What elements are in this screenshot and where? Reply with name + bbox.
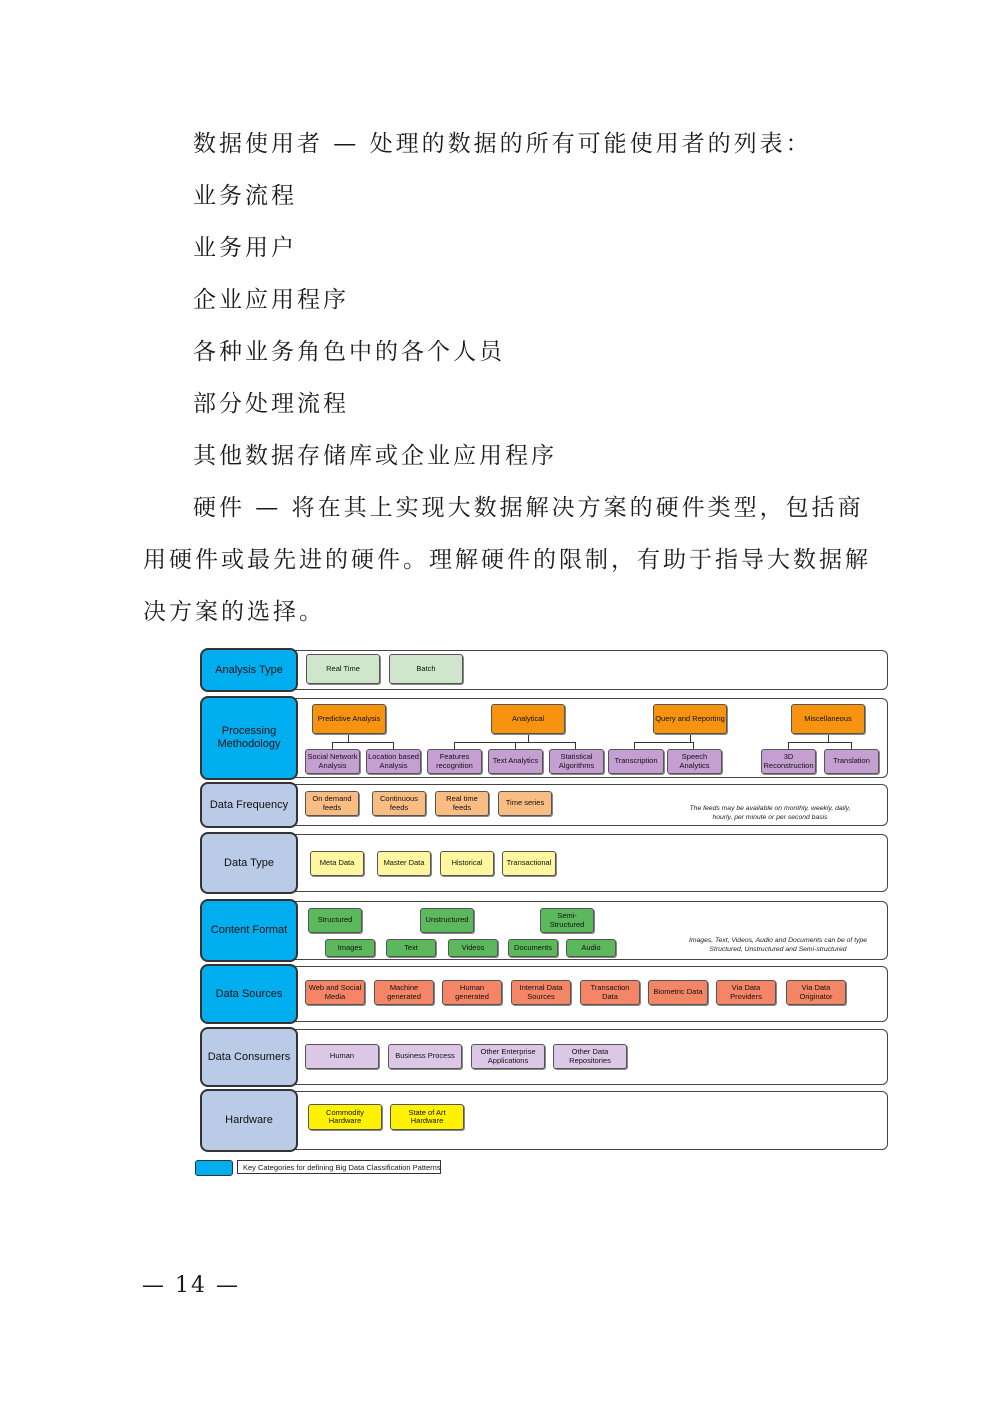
box-machine-generated: Machine generated: [374, 980, 434, 1005]
row-data-type: [200, 832, 888, 894]
category-data-sources: Data Sources: [200, 964, 298, 1024]
list-item: 业务流程: [193, 183, 297, 209]
item-transcription: Transcription: [608, 749, 664, 774]
box-time-series: Time series: [498, 791, 552, 816]
box-business-process: Business Process: [388, 1044, 462, 1069]
box-meta-data: Meta Data: [310, 851, 364, 876]
paragraph-hardware-cont: 用硬件或最先进的硬件。理解硬件的限制，有助于指导大数据解: [143, 547, 871, 573]
row-processing-methodology: [200, 696, 888, 780]
category-hardware: Hardware: [200, 1089, 298, 1152]
item-location-based-analysis: Location based Analysis: [366, 749, 421, 774]
list-item: 其他数据存储库或企业应用程序: [193, 443, 557, 469]
item-speech-analytics: Speech Analytics: [667, 749, 722, 774]
box-real-time: Real Time: [306, 654, 380, 684]
box-via-data-providers: Via Data Providers: [716, 980, 776, 1005]
box-batch: Batch: [389, 654, 463, 684]
row-hardware: [200, 1089, 888, 1152]
category-content-format: Content Format: [200, 899, 298, 962]
list-item: 业务用户: [193, 235, 297, 261]
group-miscellaneous: Miscellaneous: [791, 704, 865, 734]
item-text-analytics: Text Analytics: [488, 749, 543, 774]
box-transactional: Transactional: [502, 851, 556, 876]
box-videos: Videos: [448, 939, 498, 957]
category-data-frequency: Data Frequency: [200, 782, 298, 828]
box-human: Human: [305, 1044, 379, 1069]
box-unstructured: Unstructured: [420, 908, 474, 933]
paragraph-hardware: 硬件 — 将在其上实现大数据解决方案的硬件类型，包括商: [193, 495, 864, 521]
item-translation: Translation: [824, 749, 879, 774]
box-continuous-feeds: Continuous feeds: [372, 791, 426, 816]
item-features-recognition: Features recognition: [427, 749, 482, 774]
box-commodity-hardware: Commodity Hardware: [308, 1104, 382, 1130]
category-analysis-type: Analysis Type: [200, 648, 298, 692]
box-biometric-data: Biometric Data: [648, 980, 708, 1005]
box-human-generated: Human generated: [442, 980, 502, 1005]
content-format-note: Images, Text, Videos, Audio and Documents can be of type Structured, Unstructured and Semi-structured: [688, 937, 868, 953]
box-transaction-data: Transaction Data: [580, 980, 640, 1005]
box-images: Images: [325, 939, 375, 957]
row-content-format: [200, 899, 888, 962]
box-other-data-repositories: Other Data Repositories: [553, 1044, 627, 1069]
box-master-data: Master Data: [377, 851, 431, 876]
box-internal-data-sources: Internal Data Sources: [511, 980, 571, 1005]
paragraph-data-consumers: 数据使用者 — 处理的数据的所有可能使用者的列表：: [193, 131, 812, 157]
item-3d-reconstruction: 3D Reconstruction: [761, 749, 816, 774]
box-on-demand-feeds: On demand feeds: [305, 791, 359, 816]
list-item: 企业应用程序: [193, 287, 349, 313]
item-statistical-algorithms: Statistical Algorithms: [549, 749, 604, 774]
item-social-network-analysis: Social Network Analysis: [305, 749, 360, 774]
box-historical: Historical: [440, 851, 494, 876]
box-via-data-originator: Via Data Originator: [786, 980, 846, 1005]
page-number: — 14 —: [142, 1273, 240, 1298]
row-data-consumers: [200, 1027, 888, 1087]
box-real-time-feeds: Real time feeds: [435, 791, 489, 816]
row-data-frequency: [200, 782, 888, 828]
list-item: 各种业务角色中的各个人员: [193, 339, 505, 365]
category-processing-methodology: Processing Methodology: [200, 696, 298, 780]
legend-label: Key Categories for defining Big Data Classification Patterns: [237, 1160, 441, 1174]
group-query-and-reporting: Query and Reporting: [653, 704, 727, 734]
box-structured: Structured: [308, 908, 362, 933]
box-state-of-art-hardware: State of Art Hardware: [390, 1104, 464, 1130]
box-semi-structured: Semi-Structured: [540, 908, 594, 933]
box-audio: Audio: [566, 939, 616, 957]
box-text: Text: [386, 939, 436, 957]
group-analytical: Analytical: [491, 704, 565, 734]
list-item: 部分处理流程: [193, 391, 349, 417]
paragraph-hardware-end: 决方案的选择。: [143, 599, 325, 625]
box-documents: Documents: [508, 939, 558, 957]
row-data-sources: [200, 964, 888, 1024]
data-frequency-note: The feeds may be available on monthly, weekly, daily, hourly, per minute or per second basis: [689, 805, 851, 821]
category-data-type: Data Type: [200, 832, 298, 894]
box-other-enterprise-applications: Other Enterprise Applications: [471, 1044, 545, 1069]
group-predictive-analysis: Predictive Analysis: [312, 704, 386, 734]
category-data-consumers: Data Consumers: [200, 1027, 298, 1087]
row-analysis-type: [200, 648, 888, 692]
legend-swatch: [195, 1160, 233, 1176]
big-data-classification-diagram: [190, 640, 890, 1180]
box-web-and-social-media: Web and Social Media: [305, 980, 365, 1005]
